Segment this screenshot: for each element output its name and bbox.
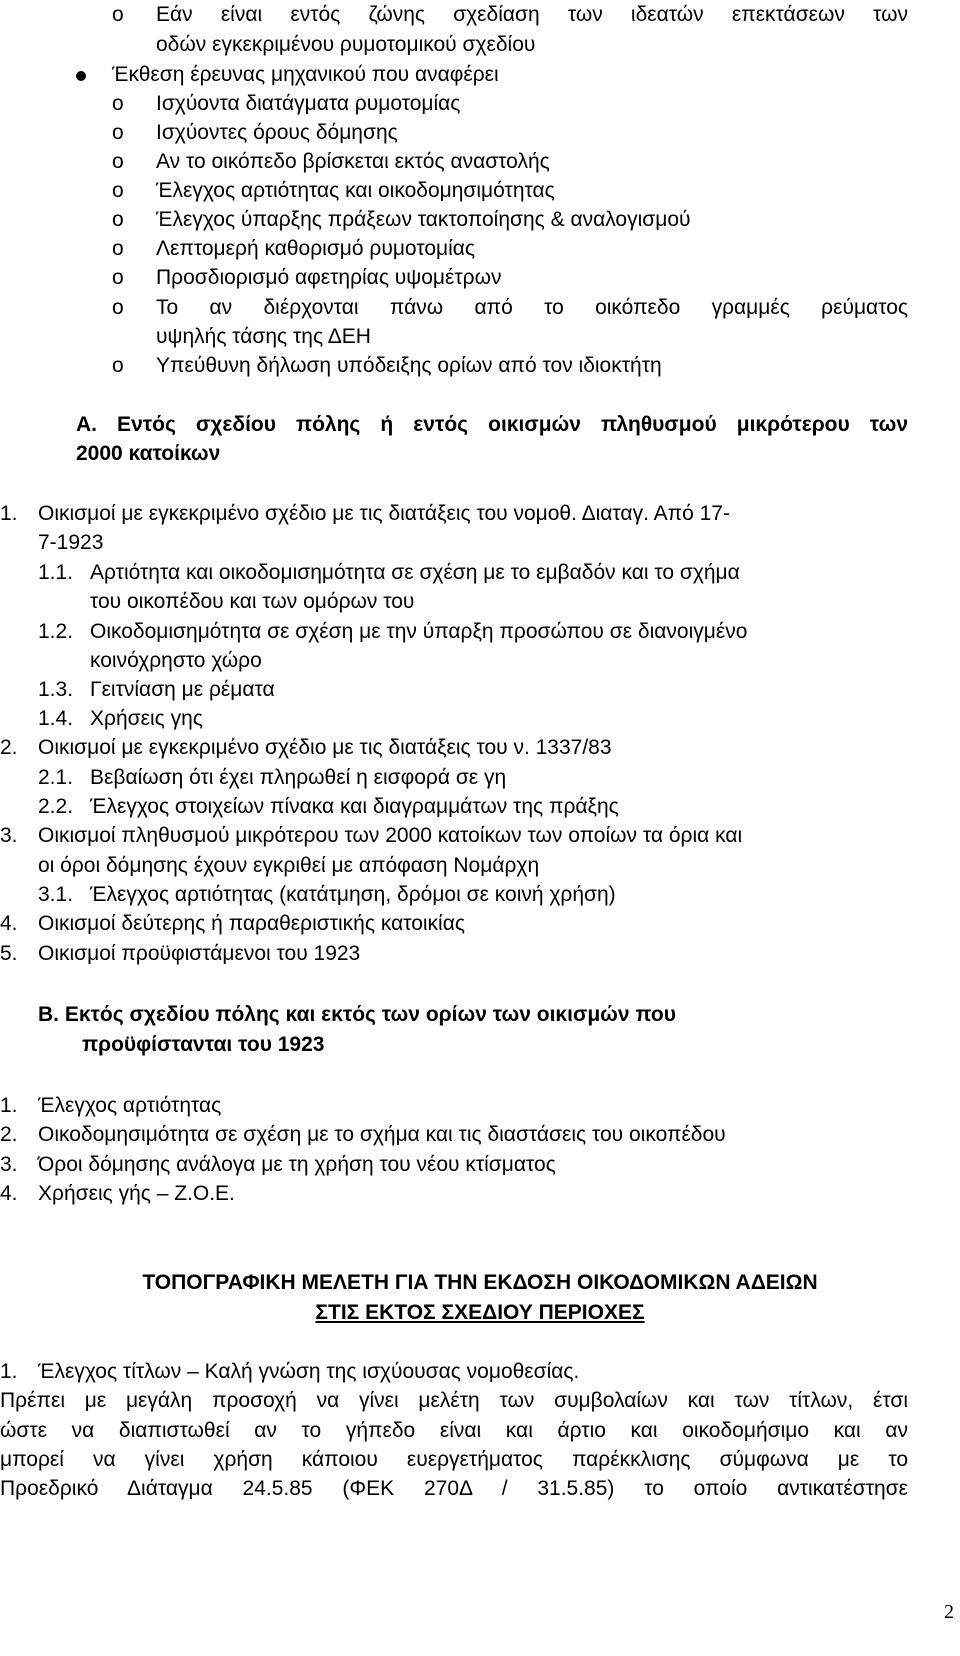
list-item-text: Λεπτομερή καθορισμό ρυμοτομίας bbox=[156, 237, 476, 260]
item-number: 1.1. bbox=[38, 561, 74, 584]
paragraph-line: μπορεί να γίνει χρήση κάποιου ευεργετήματος παρέκκλισης σύμφωνα με το bbox=[0, 1448, 908, 1471]
item-text: Έλεγχος αρτιότητας (κατάτμηση, δρόμοι σε κοινή χρήση) bbox=[90, 883, 616, 906]
item-number: 1.3. bbox=[38, 678, 74, 701]
paragraph-line: Πρέπει με μεγάλη προσοχή να γίνει μελέτη των συμβολαίων και των τίτλων, έτσι bbox=[0, 1389, 908, 1412]
bullet-dot-icon bbox=[76, 71, 86, 81]
list-marker: o bbox=[112, 150, 124, 173]
report-item-text: Έκθεση έρευνας μηχανικού που αναφέρει bbox=[112, 63, 499, 86]
item-text: Όροι δόμησης ανάλογα με τη χρήση του νέου κτίσματος bbox=[38, 1153, 556, 1176]
item-number: 2. bbox=[0, 1123, 18, 1146]
item-text: Χρήσεις γής – Ζ.Ο.Ε. bbox=[38, 1182, 235, 1205]
section-a-heading-cont: 2000 κατοίκων bbox=[76, 442, 221, 465]
item-number: 2.2. bbox=[38, 795, 74, 818]
item-number: 2. bbox=[0, 736, 18, 759]
item-text: Οικισμοί δεύτερης ή παραθεριστικής κατοικίας bbox=[38, 912, 465, 935]
item-text: Οικοδομισημότητα σε σχέση με την ύπαρξη προσώπου σε διανοιγμένο bbox=[90, 620, 748, 643]
item-number: 3.1. bbox=[38, 883, 74, 906]
list-item-text-cont: οδών εγκεκριμένου ρυμοτομικού σχεδίου bbox=[156, 33, 536, 56]
list-item-text: Έλεγχος ύπαρξης πράξεων τακτοποίησης & αναλογισμού bbox=[156, 208, 691, 231]
list-marker: o bbox=[112, 92, 124, 115]
item-number: 1. bbox=[0, 1360, 18, 1383]
item-number: 5. bbox=[0, 942, 18, 965]
item-text: Οικισμοί προϋφιστάμενοι του 1923 bbox=[38, 942, 361, 965]
list-item-text: Αν το οικόπεδο βρίσκεται εκτός αναστολής bbox=[156, 150, 550, 173]
item-number: 1.2. bbox=[38, 620, 74, 643]
list-item-text: Έλεγχος αρτιότητας και οικοδομησιμότητας bbox=[156, 179, 555, 202]
list-marker: o bbox=[112, 354, 124, 377]
item-number: 4. bbox=[0, 1182, 18, 1205]
paragraph-line: Προεδρικό Διάταγμα 24.5.85 (ΦΕΚ 270Δ / 31.5.85) το οποίο αντικατέστησε bbox=[0, 1477, 908, 1500]
item-text: Αρτιότητα και οικοδομισημότητα σε σχέση με το εμβαδόν και το σχήμα bbox=[90, 561, 740, 584]
section-b-heading: Β. Εκτός σχεδίου πόλης και εκτός των ορίων των οικισμών που bbox=[38, 1003, 676, 1026]
item-text: Οικισμοί με εγκεκριμένο σχέδιο με τις διατάξεις του νομοθ. Διαταγ. Από 17- bbox=[38, 502, 730, 525]
paragraph-line: ώστε να διαπιστωθεί αν το γήπεδο είναι και άρτιο και οικοδομήσιμο και αν bbox=[0, 1419, 908, 1442]
item-text: Έλεγχος τίτλων – Καλή γνώση της ισχύουσας νομοθεσίας. bbox=[38, 1360, 580, 1383]
section-a-heading: Α. Εντός σχεδίου πόλης ή εντός οικισμών πληθυσμού μικρότερου των bbox=[76, 413, 908, 436]
list-item-text: Το αν διέρχονται πάνω από το οικόπεδο γραμμές ρεύματος bbox=[156, 296, 908, 319]
item-number: 3. bbox=[0, 1153, 18, 1176]
item-number: 3. bbox=[0, 824, 18, 847]
list-marker: o bbox=[112, 3, 124, 26]
item-number: 2.1. bbox=[38, 766, 74, 789]
list-marker: o bbox=[112, 121, 124, 144]
list-marker: o bbox=[112, 208, 124, 231]
list-item-text: Ισχύοντα διατάγματα ρυμοτομίας bbox=[156, 92, 461, 115]
list-item-text: Υπεύθυνη δήλωση υπόδειξης ορίων από τον ιδιοκτήτη bbox=[156, 354, 662, 377]
topo-title-cont: ΣΤΙΣ ΕΚΤΟΣ ΣΧΕΔΙΟΥ ΠΕΡΙΟΧΕΣ bbox=[315, 1301, 645, 1324]
item-number: 1. bbox=[0, 502, 18, 525]
topo-title: ΤΟΠΟΓΡΑΦΙΚΗ ΜΕΛΕΤΗ ΓΙΑ ΤΗΝ ΕΚΔΟΣΗ ΟΙΚΟΔΟΜΙΚΩΝ ΑΔΕΙΩΝ bbox=[142, 1271, 818, 1294]
item-text: Γειτνίαση με ρέματα bbox=[90, 678, 275, 701]
list-marker: o bbox=[112, 237, 124, 260]
list-item-text-cont: υψηλής τάσης της ΔΕΗ bbox=[156, 325, 371, 348]
item-text: Οικισμοί με εγκεκριμένο σχέδιο με τις διατάξεις του ν. 1337/83 bbox=[38, 736, 612, 759]
list-marker: o bbox=[112, 179, 124, 202]
item-number: 4. bbox=[0, 912, 18, 935]
list-item-text: Εάν είναι εντός ζώνης σχεδίαση των ιδεατών επεκτάσεων των bbox=[156, 3, 908, 26]
item-text: Έλεγχος στοιχείων πίνακα και διαγραμμάτων της πράξης bbox=[90, 795, 619, 818]
item-text: Χρήσεις γης bbox=[90, 707, 203, 730]
item-text-cont: 7-1923 bbox=[38, 531, 104, 554]
section-b-heading-cont: προϋφίστανται του 1923 bbox=[82, 1033, 325, 1056]
list-item-text: Ισχύοντες όρους δόμησης bbox=[156, 121, 398, 144]
list-marker: o bbox=[112, 296, 124, 319]
item-text-cont: του οικοπέδου και των ομόρων του bbox=[90, 590, 415, 613]
list-marker: o bbox=[112, 266, 124, 289]
item-text: Έλεγχος αρτιότητας bbox=[38, 1094, 222, 1117]
item-number: 1. bbox=[0, 1094, 18, 1117]
page-number: 2 bbox=[944, 1601, 954, 1623]
item-text-cont: κοινόχρηστο χώρο bbox=[90, 649, 262, 672]
item-number: 1.4. bbox=[38, 707, 74, 730]
item-text: Οικοδομησιμότητα σε σχέση με το σχήμα και τις διαστάσεις του οικοπέδου bbox=[38, 1123, 726, 1146]
item-text: Οικισμοί πληθυσμού μικρότερου των 2000 κατοίκων των οποίων τα όρια και bbox=[38, 824, 743, 847]
item-text-cont: οι όροι δόμησης έχουν εγκριθεί με απόφαση Νομάρχη bbox=[38, 854, 540, 877]
item-text: Βεβαίωση ότι έχει πληρωθεί η εισφορά σε γη bbox=[90, 766, 507, 789]
list-item-text: Προσδιορισμό αφετηρίας υψομέτρων bbox=[156, 266, 502, 289]
